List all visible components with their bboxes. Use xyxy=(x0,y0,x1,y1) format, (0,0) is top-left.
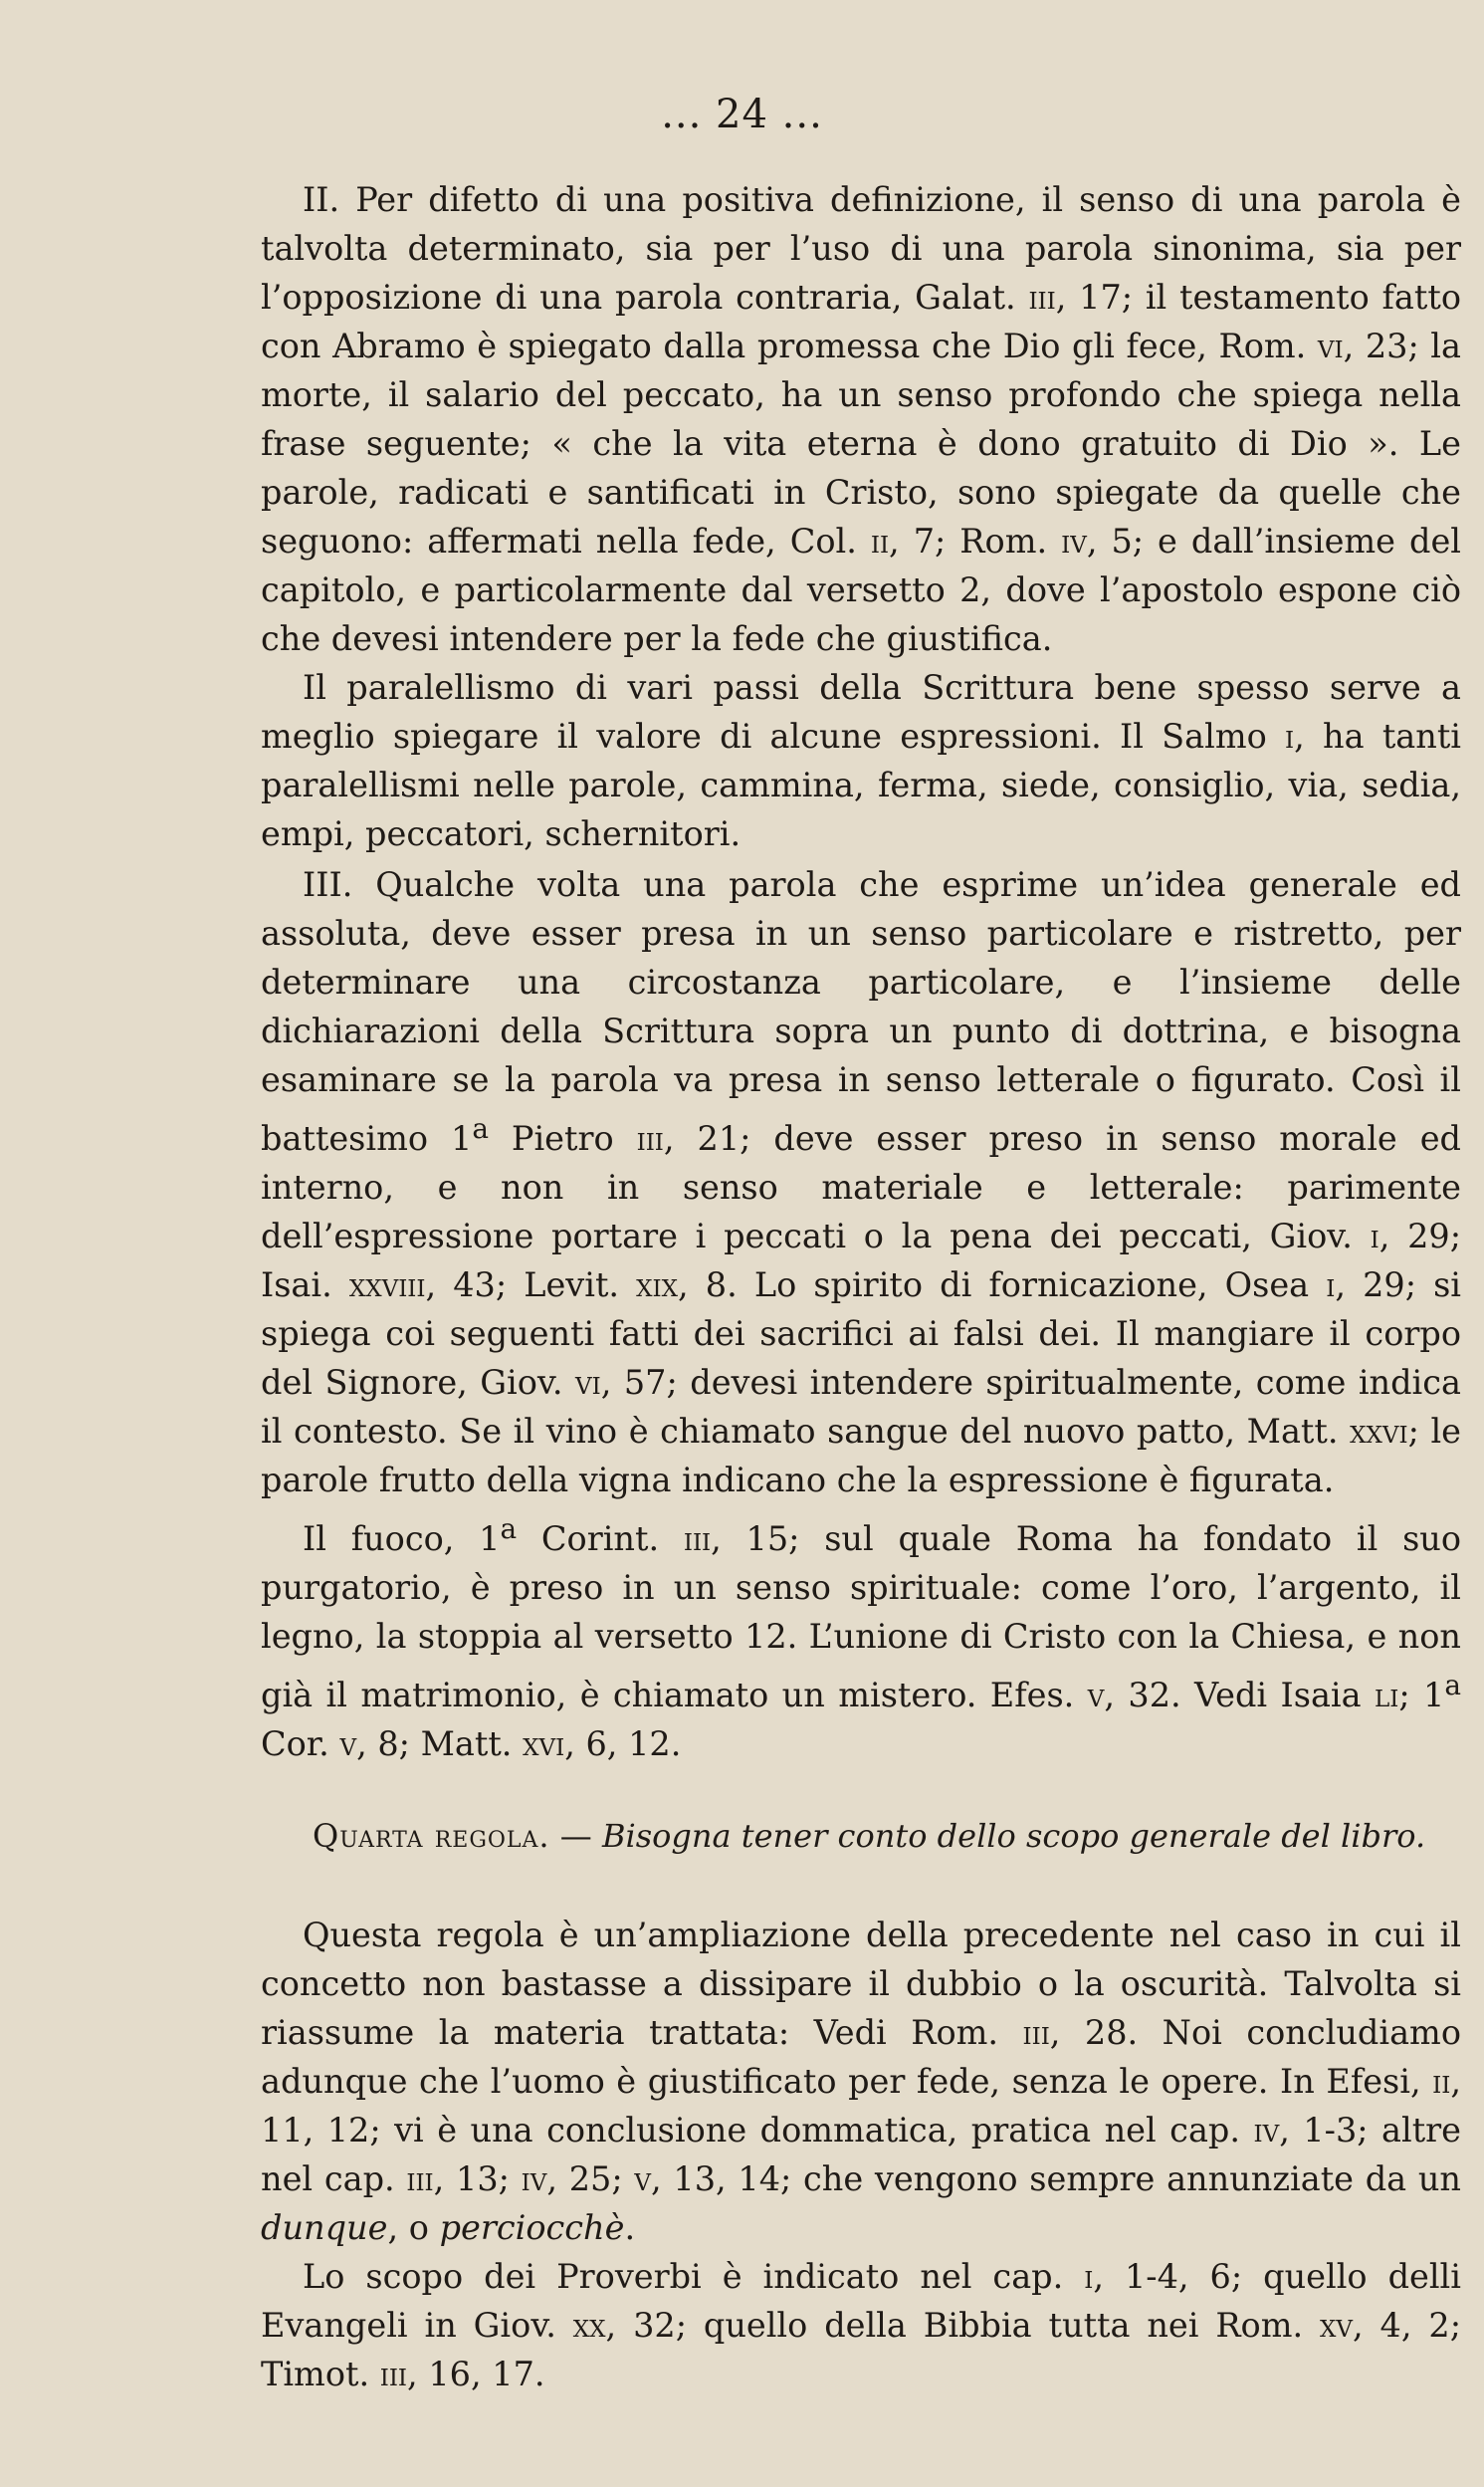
paragraph-ii-definition: II. Per difetto di una positiva definizione, il senso di una parola è talvolta determinato, sia per l’uso di una parola sinonima, sia per l’opposizione di una parola contraria, Galat. iii, 17; il testamento fatto con Abramo è spiegato dalla promessa che Dio gli fece, Rom. vi, 23; la morte, il salario del peccato, ha un senso profondo che spiega nella frase seguente; « che la vita eterna è dono gratuito di Dio ». Le parole, radicati e santificati in Cristo, sono spiegate da quelle che seguono: affermati nella fede, Col. ii, 7; Rom. iv, 5; e dall’insieme del capitolo, e particolarmente dal versetto 2, dove l’apostolo espone ciò che devesi intendere per la fede che giustifica. xyxy=(261,180,1461,658)
paragraph-iii-general-idea: III. Qualche volta una parola che esprime un’idea generale ed assoluta, deve esser presa in un senso particolare e ristretto, per determinare una circostanza particolare, e l’insieme delle dichiarazioni della Scrittura sopra un punto di dottrina, e bisogna esaminare se la parola va presa in senso letterale o figurato. Così il battesimo 1$^a$ Pietro iii, 21; deve esser preso in senso morale ed interno, e non in senso materiale e letterale: parimente dell’espressione portare i peccati o la pena dei peccati, Giov. i, 29; Isai. xxviii, 43; Levit. xix, 8. Lo spirito di fornicazione, Osea i, 29; si spiega coi seguenti fatti dei sacrifici ai falsi dei. Il mangiare il corpo del Signore, Giov. vi, 57; devesi intendere spiritualmente, come indica il contesto. Se il vino è chiamato sangue del nuovo patto, Matt. xxvi; le parole frutto della vigna indicano che la espressione è figurata. xyxy=(261,865,1461,1500)
page-number-header: ... 24 ... xyxy=(661,92,823,137)
rule-heading: Quarta regola. — Bisogna tener conto dello scopo generale del libro. xyxy=(313,1817,1426,1856)
paragraph-ii-parallelism: Il paralellismo di vari passi della Scrittura bene spesso serve a meglio spiegare il valore di alcune espressioni. Il Salmo i, ha tanti paralellismi nelle parole, cammina, ferma, siede, consiglio, via, sedia, empi, peccatori, schernitori. xyxy=(261,668,1461,853)
paragraph-iv-amplification: Questa regola è un’ampliazione della precedente nel caso in cui il concetto non bastasse a dissipare il dubbio o la oscurità. Talvolta si riassume la materia trattata: Vedi Rom. iii, 28. Noi concludiamo adunque che l’uomo è giustificato per fede, senza le opere. In Efesi, ii, 11, 12; vi è una conclusione dommatica, pratica nel cap. iv, 1-3; altre nel cap. iii, 13; iv, 25; v, 13, 14; che vengono sempre annunziate da un dunque, o perciocchè. xyxy=(261,1916,1461,2248)
paragraph-iv-purpose: Lo scopo dei Proverbi è indicato nel cap. i, 1-4, 6; quello delli Evangeli in Giov. xx, 32; quello della Bibbia tutta nei Rom. xv, 4, 2; Timot. iii, 16, 17. xyxy=(261,2257,1461,2394)
page-body xyxy=(261,175,1461,2398)
paragraph-iii-fire: Il fuoco, 1$^a$ Corint. iii, 15; sul quale Roma ha fondato il suo purgatorio, è preso in un senso spirituale: come l’oro, l’argento, il legno, la stoppia al versetto 12. L’unione di Cristo con la Chiesa, e non già il matrimonio, è chiamato un mistero. Efes. v, 32. Vedi Isaia li; 1$^a$ Cor. v, 8; Matt. xvi, 6, 12. xyxy=(261,1512,1462,1764)
